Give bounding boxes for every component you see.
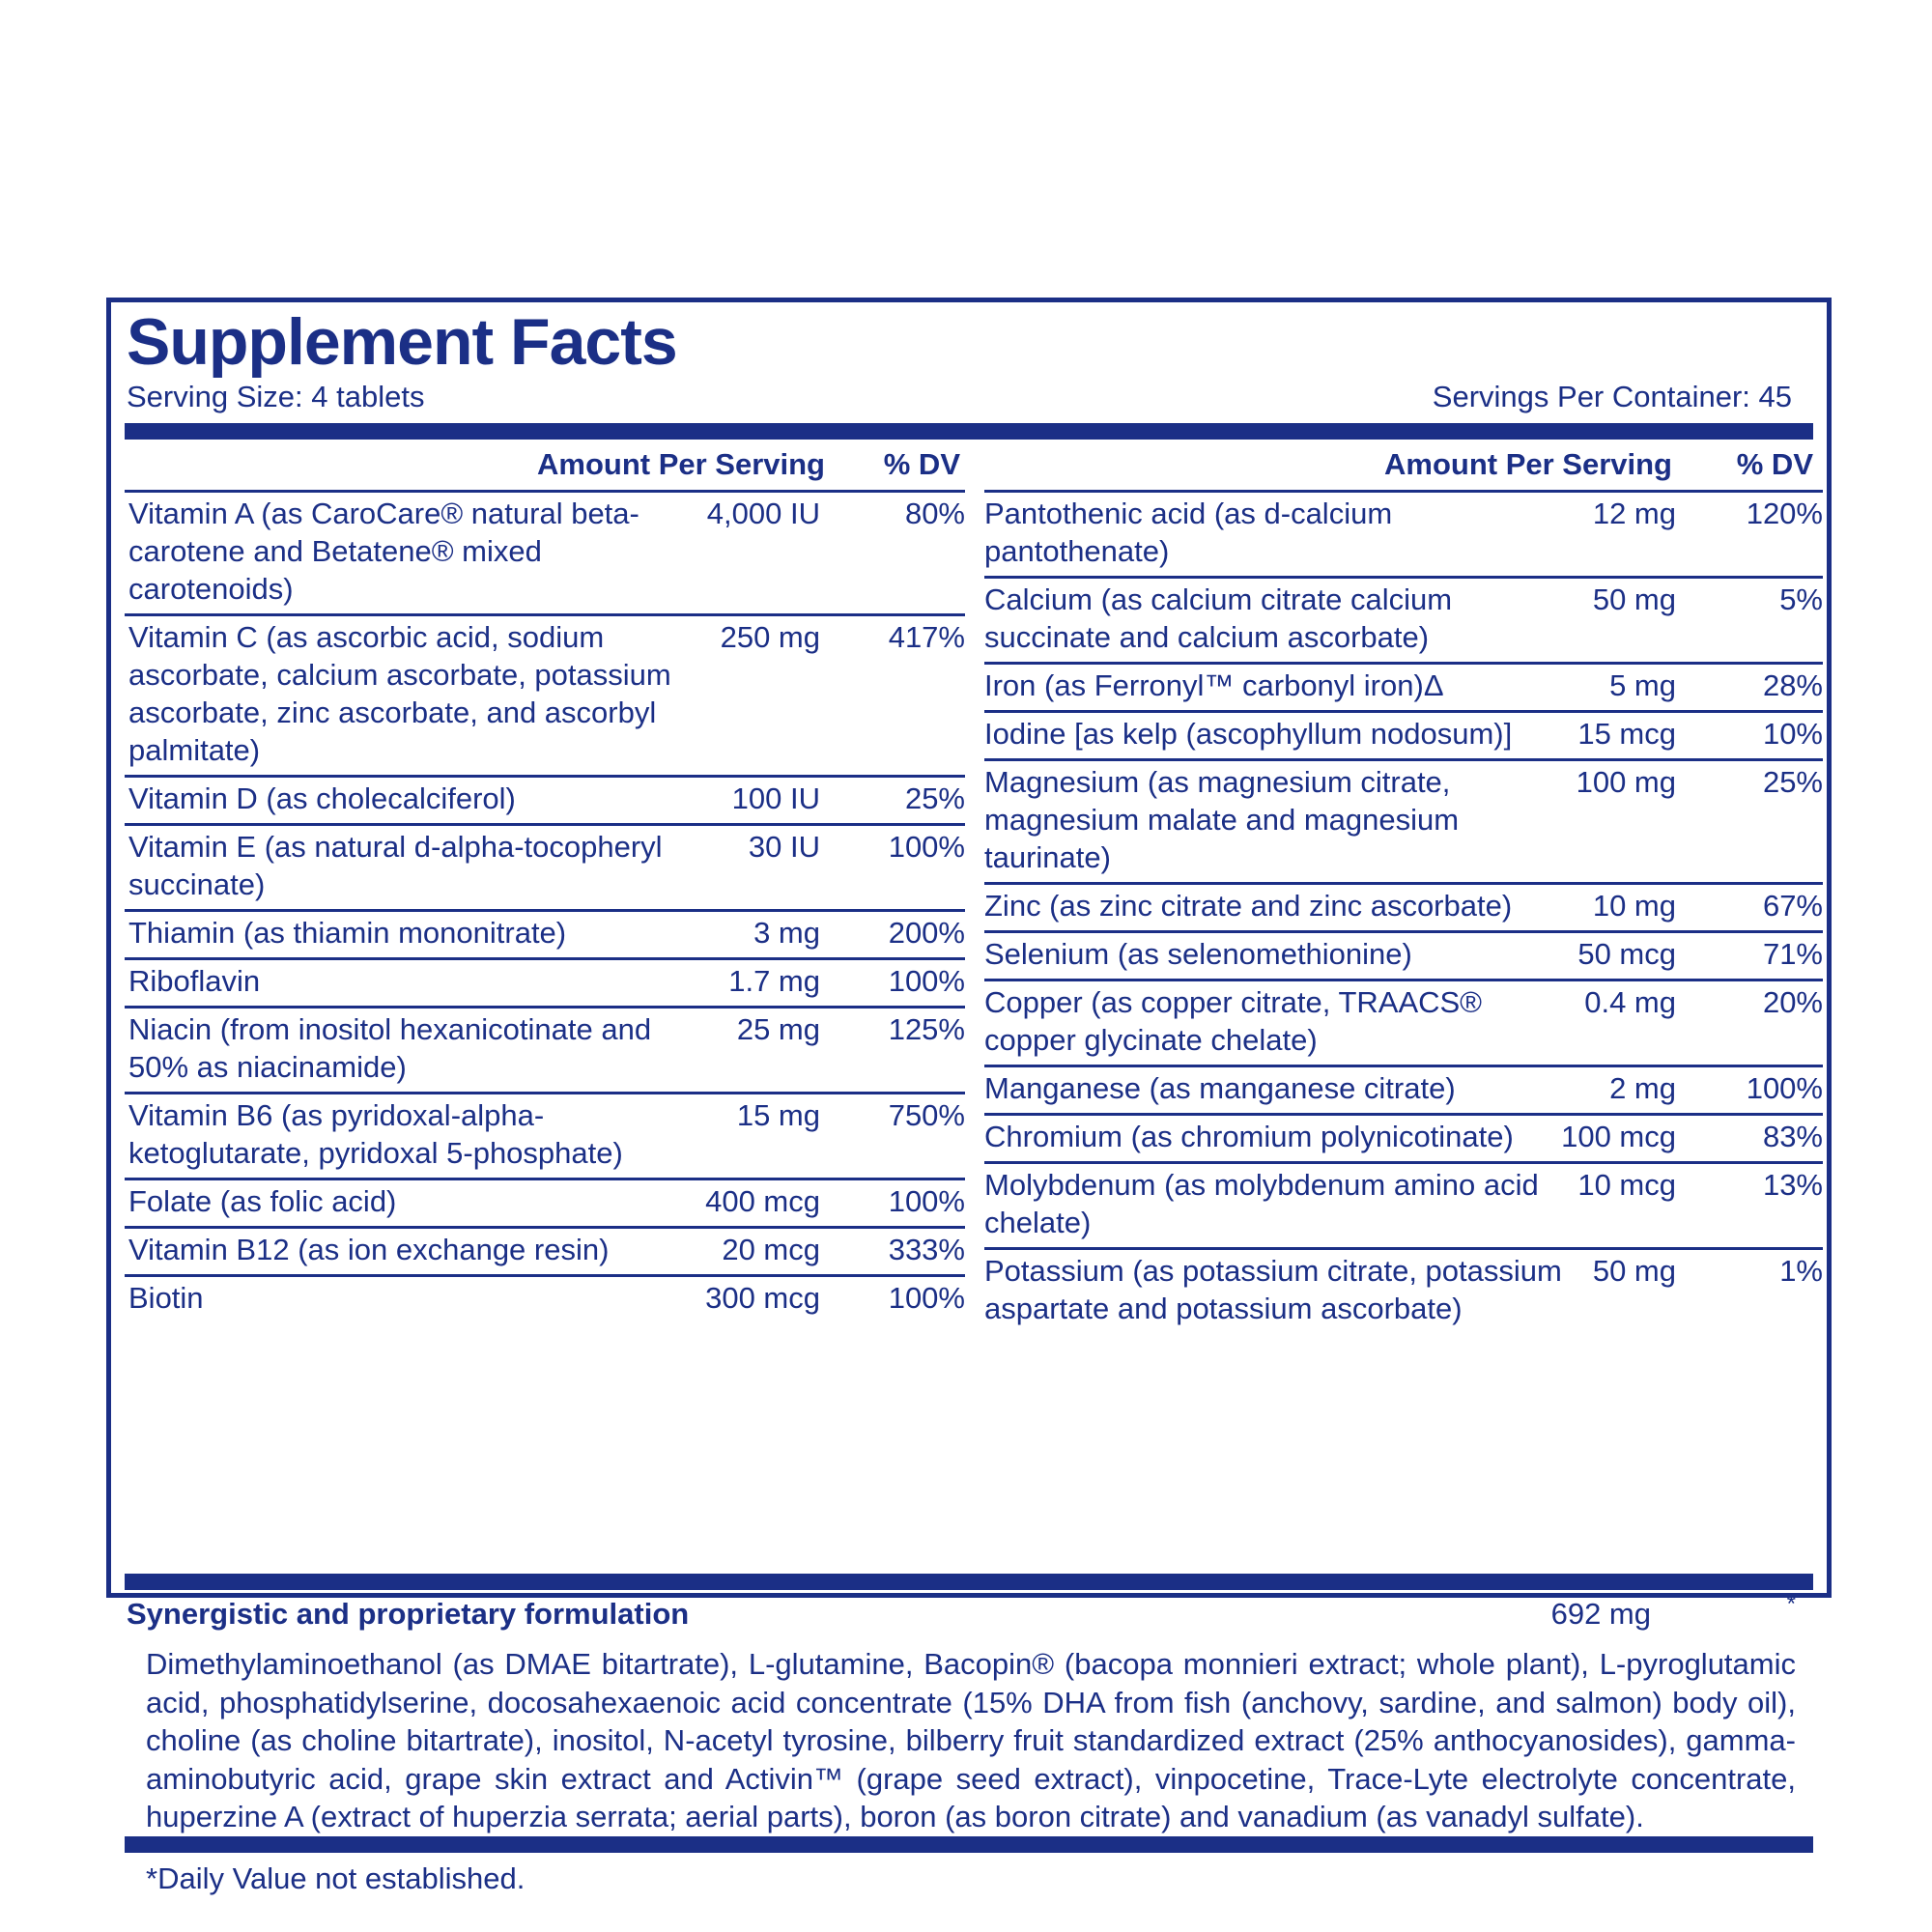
nutrient-name: Calcium (as calcium citrate calcium succinate and calcium ascorbate) [984, 582, 1453, 654]
bottom-thick-rule [125, 1836, 1813, 1853]
nutrient-dv: 5% [1779, 582, 1823, 616]
right-nutrient-list [984, 493, 1823, 1333]
nutrient-dv: 10% [1762, 717, 1823, 751]
proprietary-blend-ingredients: Dimethylaminoethanol (as DMAE bitartrate), L-glutamine, Bacopin® (bacopa monnieri extract; whole plant), L-pyroglutamic acid, phosphatidylserine, docosahexaenoic acid concentrate (15% DHA from fish (anchovy, sardine, and salmon) body oil), choline (as choline bitartrate), inositol, N-acetyl tyrosine, bilberry fruit standardized extract (25% anthocyanosides), gamma-aminobutyric acid, grape skin extract and Activin™ (grape seed extract), vinpocetine, Trace-Lyte electrolyte concentrate, huperzine A (extract of huperzia serrata; aerial parts), boron (as boron citrate) and vanadium (as vanadyl sulfate). [146, 1647, 1796, 1833]
nutrient-row [984, 1250, 1823, 1333]
nutrient-dv: 25% [1762, 765, 1823, 799]
nutrient-dv: 83% [1762, 1120, 1823, 1153]
middle-thick-rule [125, 1574, 1813, 1590]
nutrient-name: Copper (as copper citrate, TRAACS® copper glycinate chelate) [984, 985, 1483, 1057]
nutrient-amount: 20 mcg [722, 1233, 820, 1266]
nutrient-row [984, 1067, 1823, 1116]
nutrient-dv: 1% [1779, 1254, 1823, 1288]
amount-header: Amount Per Serving [537, 447, 825, 481]
top-thick-rule [125, 423, 1813, 440]
nutrient-name: Niacin (from inositol hexanicotinate and 50% as niacinamide) [128, 1012, 652, 1084]
nutrient-amount: 300 mcg [705, 1281, 820, 1315]
nutrient-dv: 25% [904, 781, 965, 815]
nutrient-amount: 0.4 mg [1584, 985, 1676, 1019]
nutrient-row [984, 665, 1823, 713]
dv-header: % DV [1736, 447, 1813, 481]
nutrient-amount: 50 mg [1592, 582, 1676, 616]
nutrient-name: Vitamin A (as CaroCare® natural beta-carotene and Betatene® mixed carotenoids) [128, 497, 639, 606]
nutrient-row [125, 616, 965, 778]
nutrient-name: Chromium (as chromium polynicotinate) [984, 1120, 1514, 1153]
nutrient-row [125, 1277, 965, 1322]
nutrient-name: Zinc (as zinc citrate and zinc ascorbate) [984, 889, 1513, 923]
nutrient-name: Potassium (as potassium citrate, potassium aspartate and potassium ascorbate) [984, 1254, 1562, 1325]
nutrient-amount: 400 mcg [705, 1184, 820, 1218]
serving-size: Serving Size: 4 tablets [127, 380, 425, 413]
nutrient-name: Pantothenic acid (as d-calcium pantothenate) [984, 497, 1393, 568]
nutrient-dv: 67% [1762, 889, 1823, 923]
nutrient-dv: 13% [1762, 1168, 1823, 1202]
nutrient-dv: 20% [1762, 985, 1823, 1019]
proprietary-blend-dv: * [1786, 1591, 1796, 1617]
nutrient-dv: 100% [888, 830, 965, 864]
nutrient-amount: 100 mg [1576, 765, 1676, 799]
nutrient-row [984, 761, 1823, 885]
nutrient-row [125, 1094, 965, 1180]
nutrient-amount: 15 mg [736, 1098, 820, 1132]
nutrient-dv: 100% [1746, 1071, 1823, 1105]
nutrient-row [125, 960, 965, 1009]
nutrient-dv: 80% [904, 497, 965, 530]
dv-header: % DV [883, 447, 960, 481]
nutrient-amount: 10 mg [1592, 889, 1676, 923]
nutrient-row [125, 778, 965, 826]
nutrient-dv: 100% [888, 1184, 965, 1218]
right-column-header [984, 440, 1823, 493]
amount-header: Amount Per Serving [1384, 447, 1672, 481]
nutrient-name: Riboflavin [128, 964, 261, 998]
nutrient-row [984, 713, 1823, 761]
nutrient-row [984, 981, 1823, 1067]
nutrient-name: Thiamin (as thiamin mononitrate) [128, 916, 567, 950]
left-column [125, 440, 965, 1322]
nutrient-dv: 71% [1762, 937, 1823, 971]
nutrient-row [984, 493, 1823, 579]
nutrient-dv: 417% [888, 620, 965, 654]
left-column-header [125, 440, 965, 493]
daily-value-footnote: *Daily Value not established. [146, 1861, 526, 1895]
supplement-facts-panel [106, 298, 1832, 1895]
nutrient-name: Iodine [as kelp (ascophyllum nodosum)] [984, 717, 1513, 751]
nutrient-row [984, 1164, 1823, 1250]
nutrient-amount: 100 IU [731, 781, 820, 815]
nutrient-dv: 125% [888, 1012, 965, 1046]
proprietary-blend-amount: 692 mg [1550, 1597, 1651, 1631]
nutrient-amount: 3 mg [753, 916, 820, 950]
nutrient-row [125, 493, 965, 616]
nutrient-name: Vitamin B12 (as ion exchange resin) [128, 1233, 610, 1266]
nutrient-dv: 100% [888, 1281, 965, 1315]
nutrient-amount: 10 mcg [1577, 1168, 1676, 1202]
nutrient-row [125, 912, 965, 960]
nutrient-dv: 28% [1762, 668, 1823, 702]
nutrient-amount: 15 mcg [1577, 717, 1676, 751]
nutrient-name: Vitamin E (as natural d-alpha-tocopheryl succinate) [128, 830, 663, 901]
nutrient-amount: 12 mg [1592, 497, 1676, 530]
nutrient-name: Manganese (as manganese citrate) [984, 1071, 1456, 1105]
nutrient-dv: 200% [888, 916, 965, 950]
nutrient-amount: 30 IU [748, 830, 820, 864]
nutrient-dv: 750% [888, 1098, 965, 1132]
nutrient-row [125, 1009, 965, 1094]
nutrient-name: Magnesium (as magnesium citrate, magnesium malate and magnesium taurinate) [984, 765, 1460, 874]
nutrient-row [125, 1180, 965, 1229]
nutrient-name: Vitamin B6 (as pyridoxal-alpha-ketoglutarate, pyridoxal 5-phosphate) [128, 1098, 623, 1170]
nutrient-amount: 1.7 mg [728, 964, 820, 998]
proprietary-blend-title: Synergistic and proprietary formulation [127, 1597, 690, 1631]
panel-title: Supplement Facts [127, 305, 677, 379]
nutrient-name: Folate (as folic acid) [128, 1184, 397, 1218]
nutrient-dv: 120% [1746, 497, 1823, 530]
nutrient-amount: 100 mcg [1561, 1120, 1676, 1153]
nutrient-amount: 50 mg [1592, 1254, 1676, 1288]
nutrient-dv: 333% [888, 1233, 965, 1266]
nutrient-row [984, 933, 1823, 981]
nutrient-amount: 4,000 IU [706, 497, 820, 530]
nutrient-row [984, 885, 1823, 933]
nutrient-amount: 5 mg [1609, 668, 1676, 702]
nutrient-amount: 50 mcg [1577, 937, 1676, 971]
nutrient-amount: 25 mg [736, 1012, 820, 1046]
nutrient-name: Molybdenum (as molybdenum amino acid chelate) [984, 1168, 1539, 1239]
nutrient-row [125, 1229, 965, 1277]
nutrient-name: Vitamin D (as cholecalciferol) [128, 781, 516, 815]
left-nutrient-list [125, 493, 965, 1322]
nutrient-amount: 2 mg [1609, 1071, 1676, 1105]
nutrient-row [984, 1116, 1823, 1164]
nutrient-amount: 250 mg [720, 620, 820, 654]
right-column [984, 440, 1823, 1333]
nutrient-name: Vitamin C (as ascorbic acid, sodium ascorbate, calcium ascorbate, potassium ascorbate, zinc ascorbate, and ascorbyl palmitate) [128, 620, 671, 767]
nutrient-name: Biotin [128, 1281, 204, 1315]
servings-per-container: Servings Per Container: 45 [1432, 380, 1792, 413]
nutrient-row [984, 579, 1823, 665]
nutrient-name: Selenium (as selenomethionine) [984, 937, 1412, 971]
nutrient-name: Iron (as Ferronyl™ carbonyl iron)Δ [984, 668, 1444, 702]
nutrient-dv: 100% [888, 964, 965, 998]
nutrient-row [125, 826, 965, 912]
